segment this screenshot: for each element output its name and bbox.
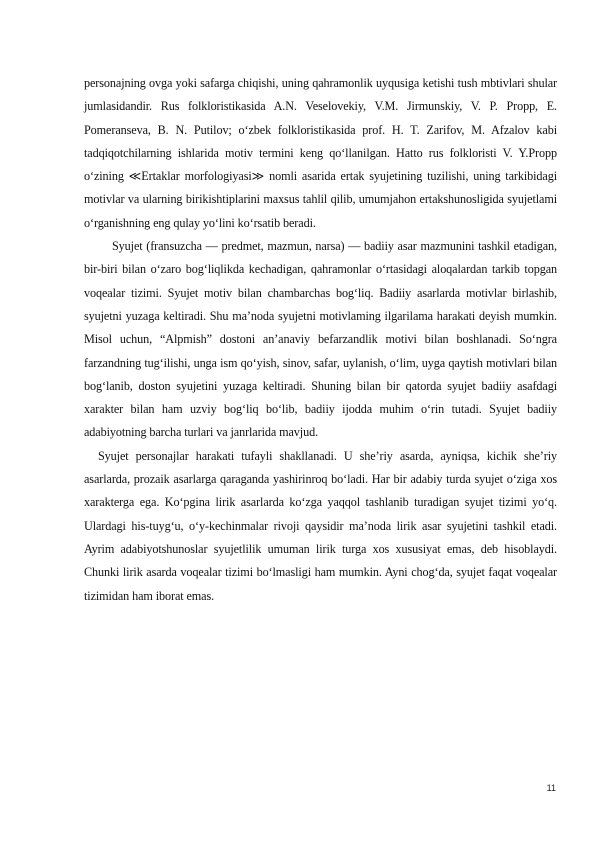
paragraph-syujet-definition: Syujet (fransuzcha — predmet, mazmun, narsa) — badiiy asar mazmunini tashkil etadigan, bir-biri bilan o‘zaro bog‘liqlikda kechadigan, qahramonlar o‘rtasidagi aloqalardan tarkib topgan voqealar tizimi. Syujet motiv bilan chambarchas bog‘liq. Badiiy asarlarda motivlar birlashib, syujetni yuzaga keltiradi. Shu ma’noda syujetni motivlaming ilgarilama harakati deyish mumkin. Misol uchun, “Alpmish” dostoni an’anaviy befarzandlik motivi bilan boshlanadi. So‘ngra farzandning tug‘ilishi, unga ism qo‘yish, sinov, safar, uylanish, o‘lim, uyga qaytish motivlari bilan bog‘lanib, doston syujetini yuzaga keltiradi. Shuning bilan bir qatorda syujet badiiy asafdagi xarakter bilan ham uzviy bog‘liq bo‘lib, badiiy ijodda muhim o‘rin tutadi. Syujet badiiy adabiyotning barcha turlari va janrlarida mavjud. — [84, 239, 557, 440]
page-body — [84, 72, 557, 608]
paragraph-motif-continuation: personajning ovga yoki safarga chiqishi, uning qahramonlik uyqusiga ketishi tush mbtivlari shular jumlasidandir. Rus folkloristikasida A.N. Veselovekiy, V.M. Jirmunskiy, V. P. Propp, E. Pomeranseva, B. N. Putilov; o‘zbek folkloristikasida prof. H. T. Zarifov, M. Afzalov kabi tadqiqotchilarning ishlarida motiv termini keng qo‘llanilgan. Hatto rus folkloristi V. Y.Propp o‘zining ≪Ertaklar morfologiyasi≫ nomli asarida ertak syujetining tuzilishi, uning tarkibidagi motivlar va ularning birikishtiplarini maxsus tahlil qilib, umumjahon ertakshunosligida syujetlami o‘rganishning eng qulay yo‘lini ko‘rsatib beradi. — [84, 76, 557, 230]
paragraph-syujet-lyric: Syujet personajlar harakati tufayli shakllanadi. U she’riy asarda, ayniqsa, kichik she’riy asarlarda, prozaik asarlarga qaraganda yashirinroq bo‘ladi. Har bir adabiy turda syujet o‘ziga xos xarakterga ega. Ko‘pgina lirik asarlarda ko‘zga yaqqol tashlanib turadigan syujet tizimi yo‘q. Ulardagi his-tuyg‘u, o‘y-kechinmalar rivoji qaysidir ma’noda lirik asar syujetini tashkil etadi. Ayrim adabiyotshunoslar syujetlilik umuman lirik turga xos xususiyat emas, deb hisoblaydi. Chunki lirik asarda voqealar tizimi bo‘lmasligi ham mumkin. Ayni chog‘da, syujet faqat voqealar tizimidan ham iborat emas. — [84, 448, 557, 603]
page-number: 11 — [546, 783, 556, 793]
